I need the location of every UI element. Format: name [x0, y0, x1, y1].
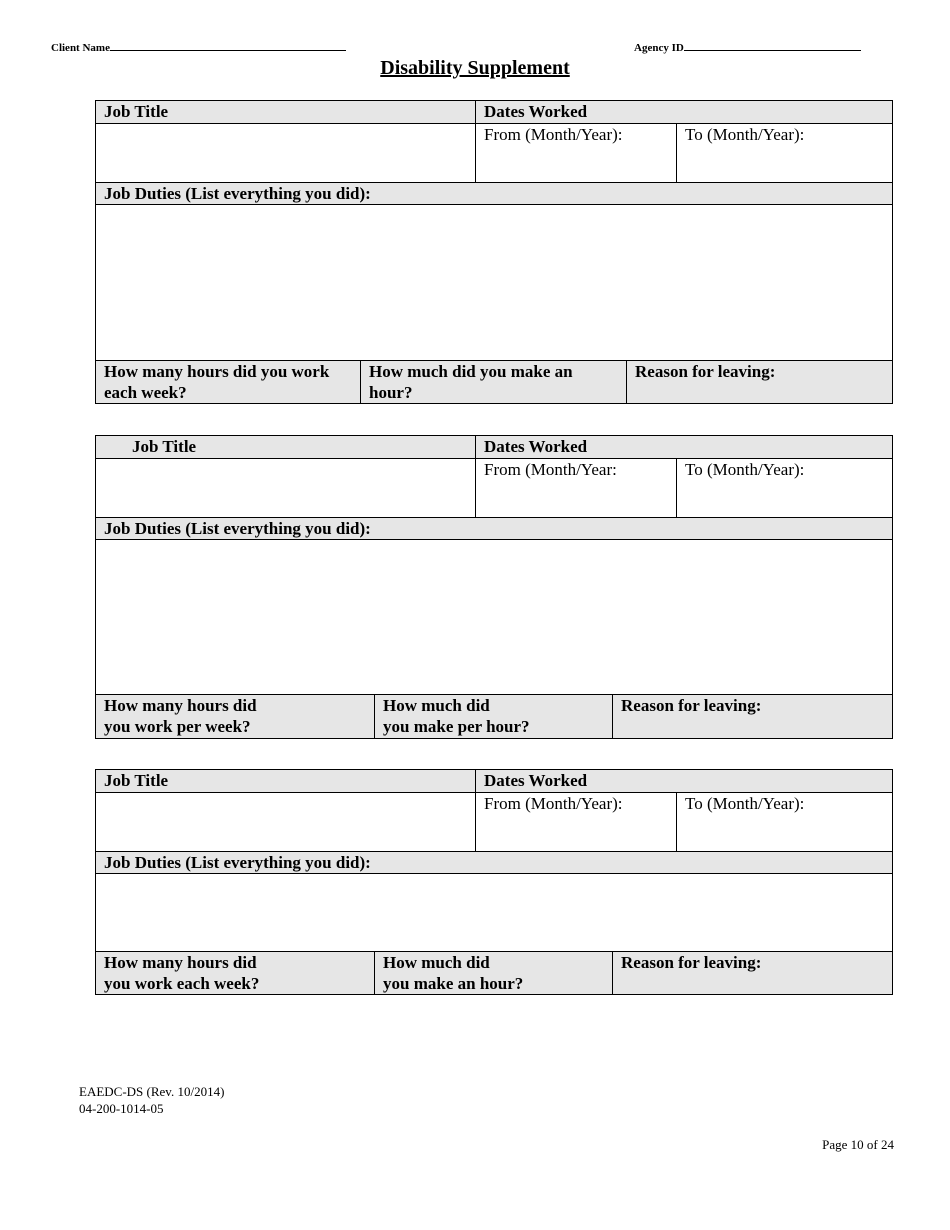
pay-label-line-1: How much did [383, 953, 490, 972]
pay-label-line-1: How much did you make an [369, 362, 573, 381]
page-title: Disability Supplement [380, 57, 570, 79]
job-table-2 [95, 435, 893, 739]
hours-label-line-2: you work each week? [104, 974, 260, 993]
hours-label-line-1: How many hours did you work [104, 362, 330, 381]
agency-id-field [634, 38, 861, 54]
from-date-cell[interactable] [476, 124, 677, 183]
job-duties-input[interactable] [96, 540, 893, 695]
job-title-input[interactable] [96, 793, 476, 852]
hourly-pay-cell[interactable] [361, 361, 627, 404]
to-date-label: To (Month/Year): [685, 794, 805, 813]
job-table-3 [95, 769, 893, 995]
hourly-pay-cell[interactable] [375, 695, 613, 739]
reason-label: Reason for leaving: [635, 362, 776, 381]
from-date-label: From (Month/Year): [484, 794, 623, 813]
reason-for-leaving-cell[interactable] [627, 361, 893, 404]
dates-worked-label: Dates Worked [476, 436, 893, 459]
page-number: Page 10 of 24 [822, 1137, 894, 1152]
reason-label: Reason for leaving: [621, 696, 762, 715]
dates-worked-label: Dates Worked [476, 770, 893, 793]
job-table-1 [95, 100, 893, 404]
hourly-pay-cell[interactable] [375, 952, 613, 995]
job-title-label: Job Title [96, 770, 476, 793]
to-date-cell[interactable] [677, 124, 893, 183]
reason-for-leaving-cell[interactable] [613, 695, 893, 739]
job-duties-label: Job Duties (List everything you did): [96, 518, 893, 540]
job-duties-label: Job Duties (List everything you did): [96, 183, 893, 205]
from-date-cell[interactable] [476, 459, 677, 518]
hours-label-line-1: How many hours did [104, 696, 257, 715]
to-date-label: To (Month/Year): [685, 460, 805, 479]
to-date-label: To (Month/Year): [685, 125, 805, 144]
client-name-field [51, 38, 346, 54]
from-date-label: From (Month/Year: [484, 460, 617, 479]
agency-id-label: Agency ID [634, 42, 684, 54]
job-duties-label: Job Duties (List everything you did): [96, 852, 893, 874]
reason-label: Reason for leaving: [621, 953, 762, 972]
from-date-label: From (Month/Year): [484, 125, 623, 144]
from-date-cell[interactable] [476, 793, 677, 852]
pay-label-line-2: hour? [369, 383, 413, 402]
hours-per-week-cell[interactable] [96, 361, 361, 404]
hours-label-line-2: you work per week? [104, 717, 251, 736]
reason-for-leaving-cell[interactable] [613, 952, 893, 995]
client-name-input[interactable] [110, 38, 346, 51]
job-duties-input[interactable] [96, 874, 893, 952]
pay-label-line-2: you make per hour? [383, 717, 530, 736]
job-title-input[interactable] [96, 459, 476, 518]
to-date-cell[interactable] [677, 793, 893, 852]
to-date-cell[interactable] [677, 459, 893, 518]
hours-per-week-cell[interactable] [96, 952, 375, 995]
hours-label-line-2: each week? [104, 383, 187, 402]
job-title-label: Job Title [96, 436, 476, 459]
job-title-input[interactable] [96, 124, 476, 183]
dates-worked-label: Dates Worked [476, 101, 893, 124]
pay-label-line-2: you make an hour? [383, 974, 524, 993]
form-number: 04-200-1014-05 [79, 1101, 164, 1116]
job-title-label: Job Title [96, 101, 476, 124]
form-id: EAEDC-DS (Rev. 10/2014) [79, 1084, 225, 1099]
hours-label-line-1: How many hours did [104, 953, 257, 972]
pay-label-line-1: How much did [383, 696, 490, 715]
hours-per-week-cell[interactable] [96, 695, 375, 739]
client-name-label: Client Name [51, 42, 110, 54]
job-duties-input[interactable] [96, 205, 893, 361]
agency-id-input[interactable] [684, 38, 861, 51]
